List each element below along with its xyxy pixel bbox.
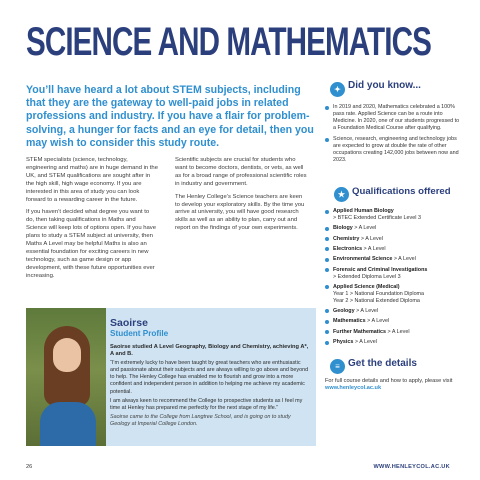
qualifications-list <box>325 208 465 349</box>
qualification-detail: > Extended Diploma Level 3 <box>333 273 401 280</box>
bullet-icon <box>325 247 329 251</box>
list-item <box>325 308 465 315</box>
list-item <box>325 339 465 346</box>
bullet-icon <box>325 210 329 214</box>
list-item: Science, research, engineering and technology jobs are expected to grow at double the rate of other occupations creating 142,000 jobs between now and 2023. <box>325 136 463 164</box>
list-item <box>325 267 465 281</box>
list-item <box>325 256 465 263</box>
did-you-know-list <box>325 104 463 168</box>
get-details-text: For full course details and how to apply, please visit www.henleycol.ac.uk <box>325 378 453 392</box>
paragraph: STEM specialists (science, technology, engineering and maths) are in huge demand in the UK, and STEM qualifications are sought after in the high skill, high wage economy. If you are interested in this area of study you can look forward to a rewarding career in the future. <box>26 157 158 203</box>
qualification-detail: Year 2 > National Extended Diploma <box>333 297 420 304</box>
qualification-detail: > A Level <box>359 235 383 242</box>
student-photo <box>26 308 106 446</box>
qualification-name: Applied Science (Medical) <box>333 283 400 290</box>
bullet-icon <box>325 258 329 262</box>
profile-quote: “I’m extremely lucky to have been taught by great teachers who are enthusiastic and passionate about their subjects and are always willing to go above and beyond to help. The Henley College has enabled me to flourish and grow into a more confident and independent person in addition to helping me achieve my academic potential. <box>110 360 309 395</box>
bullet-icon <box>325 320 329 324</box>
bullet-icon <box>325 237 329 241</box>
list-item <box>325 225 465 232</box>
qualification-name: Geology <box>333 307 355 314</box>
list-item <box>325 208 465 222</box>
bullet-icon <box>325 268 329 272</box>
list-item <box>325 236 465 243</box>
bullet-icon <box>325 330 329 334</box>
did-you-know-title: Did you know... <box>348 80 421 91</box>
list-item <box>325 246 465 253</box>
qualification-name: Mathematics <box>333 318 366 325</box>
qualification-name: Chemistry <box>333 235 360 242</box>
qualifications-title: Qualifications offered <box>352 186 451 197</box>
footer-website: WWW.HENLEYCOL.AC.UK <box>373 464 450 470</box>
body-column-2 <box>175 157 307 238</box>
get-details-title: Get the details <box>348 358 417 369</box>
qualification-name: Electronics <box>333 245 363 252</box>
profile-subtitle: Student Profile <box>110 329 169 338</box>
qualification-detail: Year 1 > National Foundation Diploma <box>333 290 425 297</box>
qualification-detail: > A Level <box>354 307 379 314</box>
qualification-name: Environmental Science <box>333 256 393 263</box>
bullet-icon <box>325 106 329 110</box>
lightbulb-icon: ✦ <box>330 82 345 97</box>
paragraph: The Henley College’s Science teachers are keen to develop your exploratory skills. By the time you arrive at university, you will have good research skills as well as an ability to plan, carry out and report on the findings of your own experiments. <box>175 193 305 232</box>
profile-note: Saoirse came to the College from Langtree School, and is going on to study Geology at Imperial College London. <box>110 413 291 427</box>
bullet-icon <box>325 341 329 345</box>
document-icon: ≡ <box>330 359 345 374</box>
qualification-detail: > A Level <box>392 256 416 263</box>
qualification-name: Biology <box>333 225 353 232</box>
qualification-name: Physics <box>333 339 354 346</box>
list-item <box>325 318 465 325</box>
bullet-icon <box>325 309 329 313</box>
qualification-detail: > BTEC Extended Certificate Level 3 <box>333 214 421 221</box>
qualification-detail: > A Level <box>352 225 377 232</box>
body-column-1 <box>26 157 158 286</box>
profile-body <box>110 344 310 430</box>
list-item <box>325 329 465 336</box>
student-name: Saoirse <box>110 317 148 329</box>
website-link[interactable]: www.henleycol.ac.uk <box>325 385 382 392</box>
bullet-icon <box>325 285 329 289</box>
paragraph: Scientific subjects are crucial for students who want to become doctors, dentists, or vets, as well as for a broad range of professional scientific roles in industry and government. <box>175 157 307 187</box>
profile-quote: I am always keen to recommend the College to prospective students as I feel my time at Henley has prepared me perfectly for the next stage of my life.” <box>110 397 303 411</box>
qualification-name: Further Mathematics <box>333 328 387 335</box>
list-item: In 2019 and 2020, Mathematics celebrated a 100% pass rate. Applied Science can be a route into Medicine. In 2020, one of our students progressed to a Foundation Medical Course after qualifying. <box>325 104 463 132</box>
intro-text: You’ll have heard a lot about STEM subjects, including that they are the gateway to well-paid jobs in related professions and industry. If you have a flair for problem-solving, a hunger for facts and an eye for detail, then you may wish to consider this study route. <box>26 84 314 149</box>
bullet-icon <box>325 227 329 231</box>
qualification-name: Applied Human Biology <box>333 208 394 214</box>
certificate-icon: ★ <box>334 187 349 202</box>
student-profile-panel <box>26 308 316 446</box>
qualification-detail: > A Level <box>362 245 386 252</box>
qualification-detail: > A Level <box>365 318 390 325</box>
list-item <box>325 284 465 304</box>
qualification-name: Forensic and Criminal Investigations <box>333 266 428 273</box>
page-title: SCIENCE AND MATHEMATICS <box>26 20 431 64</box>
profile-headline: Saoirse studied A Level Geography, Biology and Chemistry, achieving A*, A and B. <box>110 344 309 358</box>
paragraph: If you haven’t decided what degree you want to do, then taking qualifications in Maths and Science will keep lots of options open. If you have plans to study a STEM subject at university, then Maths A Level may be helpful Maths is also an essential foundation for exciting careers in new technology, such as game design or app development, with these future opportunities ever increasing. <box>26 209 156 279</box>
qualification-detail: > A Level <box>353 339 377 346</box>
qualification-detail: > A Level <box>386 328 410 335</box>
page-number: 26 <box>26 464 33 470</box>
bullet-icon <box>325 138 329 142</box>
